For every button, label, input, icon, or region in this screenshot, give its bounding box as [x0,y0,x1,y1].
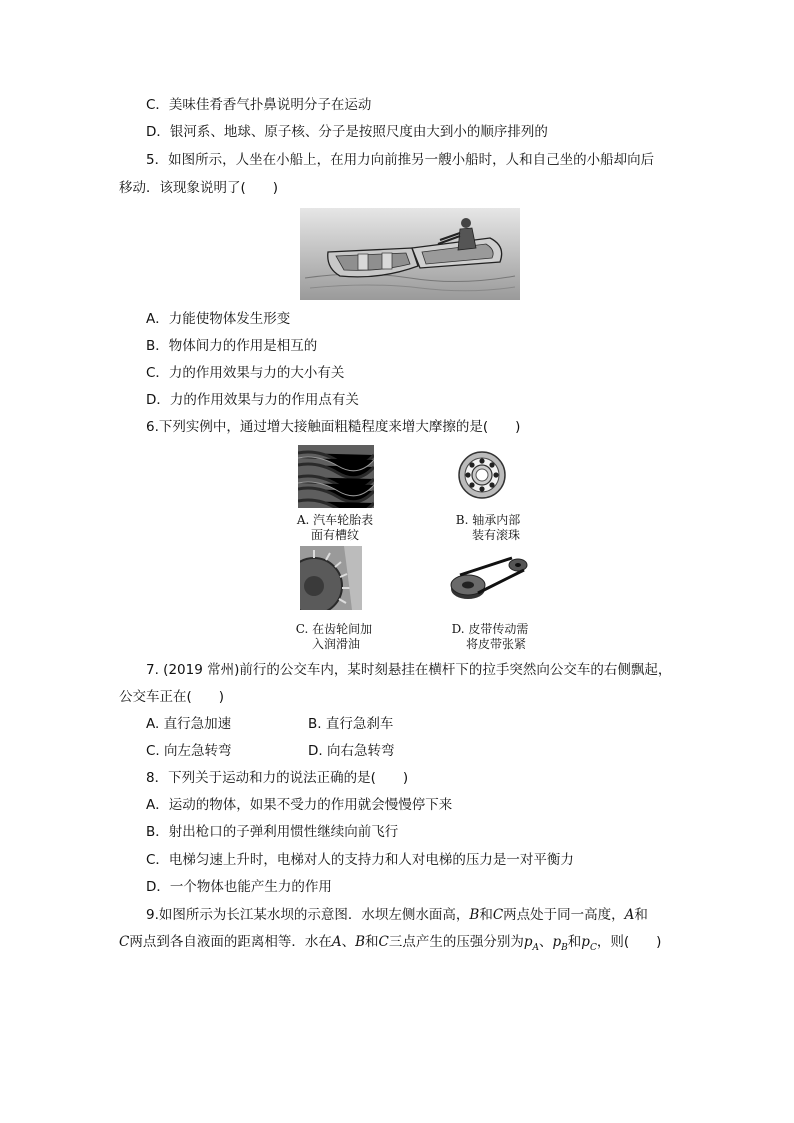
q5-option-b: B．物体间力的作用是相互的 [146,338,318,354]
q5-stem-line2: 移动．该现象说明了( ) [119,180,279,196]
q5-option-d: D．力的作用效果与力的作用点有关 [146,392,359,408]
q7-option-d: D. 向右急转弯 [308,743,395,759]
belt-image [448,547,532,607]
caption-d-line2: 将皮带张紧 [465,637,526,651]
q7-option-a: A. 直行急加速 [146,716,232,732]
boat-figure-image [300,208,520,300]
tire-image [298,445,374,508]
bearing-figure [458,445,506,505]
gear-figure [300,546,362,610]
q7-option-c: C. 向左急转弯 [146,743,232,759]
q7-option-b: B. 直行急刹车 [308,716,394,732]
caption-a-line2: 面有槽纹 [310,528,359,542]
boat-figure [300,208,520,300]
gear-image [300,546,362,610]
q8-option-d: D．一个物体也能产生力的作用 [146,879,332,895]
q4-option-d: D．银河系、地球、原子核、分子是按照尺度由大到小的顺序排列的 [146,124,548,140]
q8-option-b: B．射出枪口的子弹利用惯性继续向前飞行 [146,824,399,840]
caption-b-line1: B. 轴承内部 [455,513,521,527]
caption-a-line1: A. 汽车轮胎表 [296,513,374,527]
q5-stem-line1: 5．如图所示，人坐在小船上，在用力向前推另一艘小船时，人和自己坐的小船却向后 [146,152,655,168]
q5-option-c: C．力的作用效果与力的大小有关 [146,365,345,381]
q8-option-c: C．电梯匀速上升时，电梯对人的支持力和人对电梯的压力是一对平衡力 [146,852,574,868]
caption-b-line2: 装有滚珠 [471,528,520,542]
q4-option-c: C．美味佳肴香气扑鼻说明分子在运动 [146,97,372,113]
q8-option-a: A．运动的物体，如果不受力的作用就会慢慢停下来 [146,797,453,813]
belt-figure [448,547,532,607]
bearing-image [458,445,506,505]
q7-stem-line1: 7. (2019 常州)前行的公交车内，某时刻悬挂在横杆下的拉手突然向公交车的右侧飘起， [146,662,672,678]
q8-stem: 8．下列关于运动和力的说法正确的是( ) [146,770,409,786]
q6-stem: 6.下列实例中，通过增大接触面粗糙程度来增大摩擦的是( ) [146,419,521,435]
caption-c-line2: 入润滑油 [311,637,360,651]
tire-figure [298,445,374,508]
q5-option-a: A．力能使物体发生形变 [146,311,291,327]
caption-c-line1: C. 在齿轮间加 [295,622,373,636]
q7-stem-line2: 公交车正在( ) [119,689,225,705]
q9-stem-line1: 9.如图所示为长江某水坝的示意图．水坝左侧水面高，B和C两点处于同一高度，A和 [146,907,648,923]
caption-d-line1: D. 皮带传动需 [451,622,529,636]
q9-stem-line2: C两点到各自液面的距离相等．水在A、B和C三点产生的压强分别为$p_A$、$p_B$和$p_C$，则( ) [119,934,662,953]
